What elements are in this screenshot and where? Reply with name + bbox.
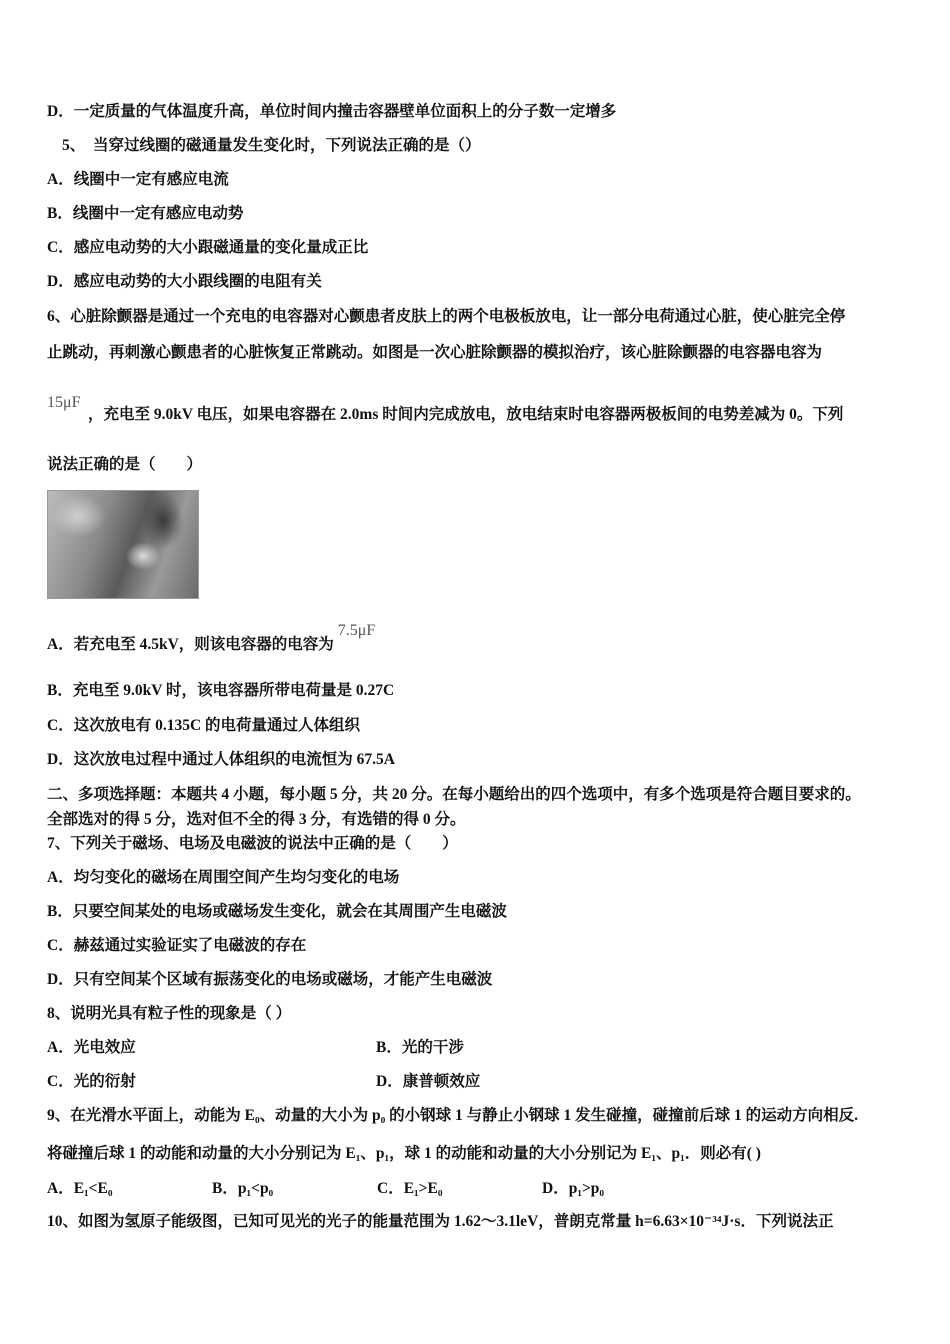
q5-option-a: A．线圈中一定有感应电流: [47, 171, 229, 188]
q5-option-b: B．线圈中一定有感应电动势: [47, 205, 244, 222]
q5-option-c: C．感应电动势的大小跟磁通量的变化量成正比: [47, 239, 369, 256]
q6-option-a-formula: 7.5μF: [337, 622, 376, 639]
q9-option-a: A．E₁<E₀: [47, 1180, 113, 1197]
q4-option-d: D．一定质量的气体温度升高，单位时间内撞击容器壁单位面积上的分子数一定增多: [47, 103, 617, 120]
q6-option-a: [47, 622, 376, 655]
q9-option-c: C．E₁>E₀: [377, 1180, 443, 1197]
question-6-line4: 说法正确的是（ ）: [47, 456, 203, 473]
capacitance-formula: 15μF: [47, 394, 81, 411]
question-6-line3: ，充电至 9.0kV 电压，如果电容器在 2.0ms 时间内完成放电，放电结束时电容器两极板间的电势差减为 0。下列: [88, 406, 844, 423]
q9-option-d: D．p₁>p₀: [542, 1180, 605, 1197]
q6-option-c: C．这次放电有 0.135C 的电荷量通过人体组织: [47, 717, 361, 734]
question-9-line2: 将碰撞后球 1 的动能和动量的大小分别记为 E₁、p₁，球 1 的动能和动量的大小分别记为 E₁、p₁．则必有( ): [47, 1145, 761, 1162]
question-6-line2: 止跳动，再刺激心颤患者的心脏恢复正常跳动。如图是一次心脏除颤器的模拟治疗，该心脏除颤器的电容器电容为: [47, 344, 823, 361]
section-2-heading: 二、多项选择题：本题共 4 小题，每小题 5 分，共 20 分。在每小题给出的四个选项中，有多个选项是符合题目要求的。: [47, 786, 861, 803]
q6-option-d: D．这次放电过程中通过人体组织的电流恒为 67.5A: [47, 751, 395, 768]
q7-option-b: B．只要空间某处的电场或磁场发生变化，就会在其周围产生电磁波: [47, 903, 507, 920]
question-6-line1: 6、心脏除颤器是通过一个充电的电容器对心颤患者皮肤上的两个电极板放电，让一部分电荷通过心脏，使心脏完全停: [47, 308, 846, 325]
q8-option-c: C．光的衍射: [47, 1073, 136, 1090]
q8-option-d: D．康普顿效应: [376, 1073, 481, 1090]
defibrillator-photo: [47, 490, 199, 599]
section-2-scoring: 全部选对的得 5 分，选对但不全的得 3 分，有选错的得 0 分。: [47, 811, 466, 828]
q6-option-b: B．充电至 9.0kV 时，该电容器所带电荷量是 0.27C: [47, 682, 395, 699]
question-7: 7、下列关于磁场、电场及电磁波的说法中正确的是（ ）: [47, 835, 458, 852]
q7-option-c: C．赫兹通过实验证实了电磁波的存在: [47, 937, 307, 954]
q9-option-b: B．p₁<p₀: [212, 1180, 274, 1197]
question-8: 8、说明光具有粒子性的现象是（ ）: [47, 1005, 292, 1022]
q7-option-a: A．均匀变化的磁场在周围空间产生均匀变化的电场: [47, 869, 400, 886]
question-5: 5、 当穿过线圈的磁通量发生变化时，下列说法正确的是（）: [62, 137, 481, 154]
q7-option-d: D．只有空间某个区域有振荡变化的电场或磁场，才能产生电磁波: [47, 971, 493, 988]
q6-option-a-text: A．若充电至 4.5kV，则该电容器的电容为: [47, 636, 334, 653]
q8-option-b: B．光的干涉: [376, 1039, 464, 1056]
question-10: 10、如图为氢原子能级图，已知可见光的光子的能量范围为 1.62～3.1leV，普朗克常量 h=6.63×10⁻³⁴J·s．下列说法正: [47, 1213, 834, 1230]
question-9-line1: 9、在光滑水平面上，动能为 E₀、动量的大小为 p₀ 的小钢球 1 与静止小钢球 1 发生碰撞，碰撞前后球 1 的运动方向相反.: [47, 1107, 859, 1124]
q5-option-d: D．感应电动势的大小跟线圈的电阻有关: [47, 273, 322, 290]
q8-option-a: A．光电效应: [47, 1039, 136, 1056]
